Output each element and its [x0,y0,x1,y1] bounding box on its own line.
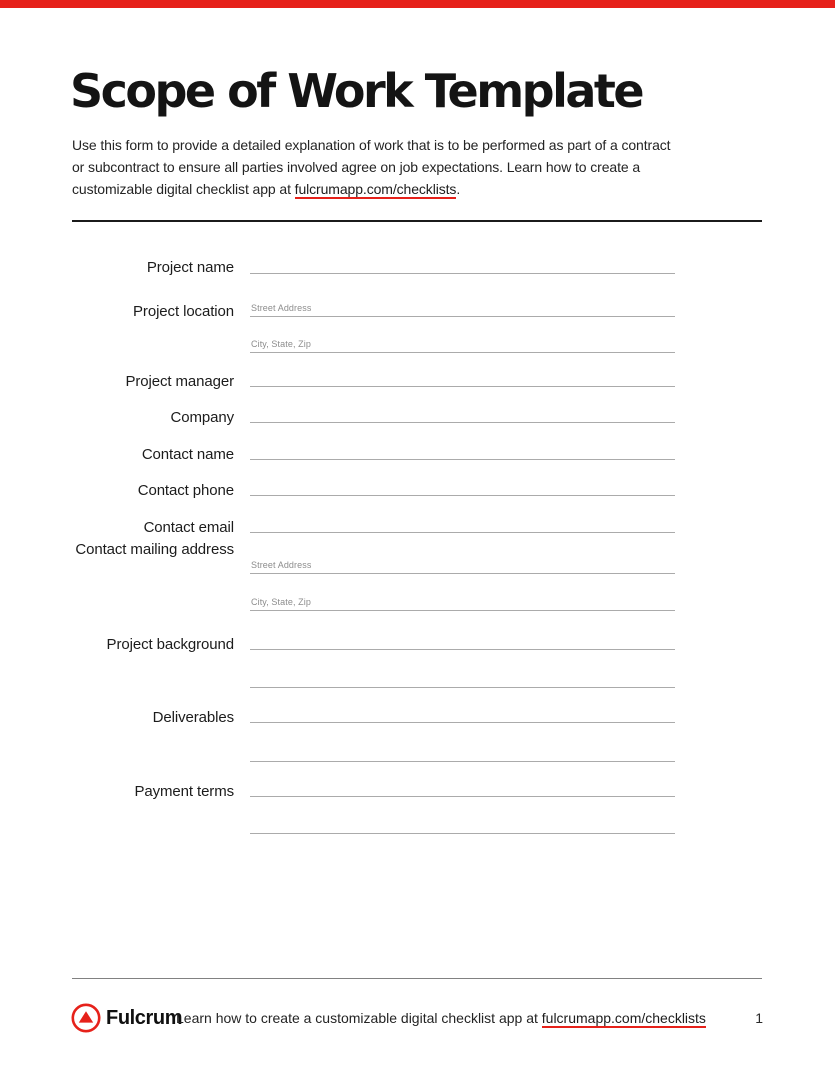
placeholder-project-location-city: City, State, Zip [251,339,311,349]
top-accent-bar [0,0,835,8]
field-label-payment-terms: Payment terms [134,783,234,800]
field-line-project-background-2 [250,687,675,688]
field-line-mailing-city [250,610,675,611]
field-label-company: Company [170,409,234,426]
intro-paragraph [72,134,670,200]
placeholder-project-location-street: Street Address [251,303,312,313]
field-label-project-manager: Project manager [125,373,234,390]
footer-text-prefix: Learn how to create a customizable digital checklist app at [176,1010,542,1026]
footer-checklists-link[interactable]: fulcrumapp.com/checklists [541,1010,706,1026]
field-line-project-name [250,273,675,274]
field-line-deliverables-2 [250,761,675,762]
field-label-contact-mailing-address: Contact mailing address [75,541,234,558]
field-line-project-background-1 [250,649,675,650]
field-line-project-location-street [250,316,675,317]
intro-checklists-link[interactable]: fulcrumapp.com/checklists [294,181,457,197]
header-divider [72,220,762,222]
intro-line-3 [72,178,670,200]
field-label-contact-name: Contact name [141,446,234,463]
field-label-contact-phone: Contact phone [137,482,234,499]
footer-text [176,1010,706,1026]
field-line-payment-terms-2 [250,833,675,834]
field-line-deliverables-1 [250,722,675,723]
intro-line-2: or subcontract to ensure all parties involved agree on job expectations. Learn how to create a [72,159,641,175]
field-line-company [250,422,675,423]
field-label-deliverables: Deliverables [152,709,234,726]
field-line-payment-terms-1 [250,796,675,797]
field-line-contact-name [250,459,675,460]
fulcrum-wordmark: Fulcrum [106,1007,183,1029]
page-title: Scope of Work Template [70,64,643,118]
field-label-project-location: Project location [133,303,234,320]
intro-line-1: Use this form to provide a detailed explanation of work that is to be performed as part of a contract [72,137,671,153]
intro-line-3-prefix: customizable digital checklist app at [72,181,295,197]
placeholder-mailing-city: City, State, Zip [251,597,311,607]
field-label-contact-email: Contact email [143,519,234,536]
field-line-mailing-street [250,573,675,574]
field-line-contact-email [250,532,675,533]
field-label-project-name: Project name [146,259,234,276]
page-number: 1 [755,1010,763,1026]
placeholder-mailing-street: Street Address [251,560,312,570]
field-line-project-manager [250,386,675,387]
footer-divider [72,978,762,979]
field-line-project-location-city [250,352,675,353]
field-label-project-background: Project background [106,636,234,653]
fulcrum-logo-icon [70,1002,102,1034]
field-line-contact-phone [250,495,675,496]
intro-line-3-suffix: . [456,181,461,197]
